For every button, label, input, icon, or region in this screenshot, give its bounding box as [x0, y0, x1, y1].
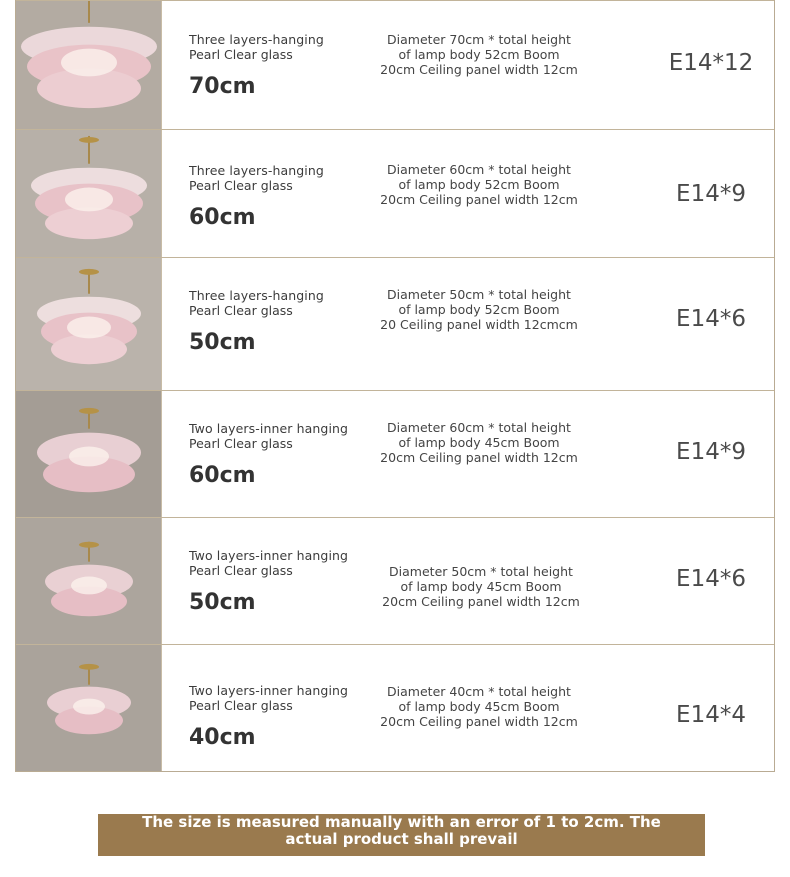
measurement-notice: [98, 814, 705, 856]
glass-type: Pearl Clear glass: [189, 178, 293, 193]
dims-line: Diameter 50cm * total height: [387, 287, 571, 302]
dims-line: Diameter 60cm * total height: [387, 420, 571, 435]
model-name: Three layers-hanging: [189, 288, 324, 303]
chandelier-photo: [16, 258, 162, 390]
chandelier-photo: [16, 130, 162, 257]
model-info: [189, 130, 369, 257]
model-name: Three layers-hanging: [189, 32, 324, 47]
chandelier-photo: [16, 645, 162, 771]
dimensions-text: [368, 32, 590, 77]
spec-row: [16, 129, 774, 257]
size-label: 60cm: [189, 205, 256, 230]
chandelier-photo: [16, 518, 162, 644]
bulb-spec: E14*9: [676, 181, 746, 207]
dims-line: of lamp body 52cm Boom: [398, 177, 560, 192]
dimensions-text: [368, 287, 590, 332]
glass-type: Pearl Clear glass: [189, 563, 293, 578]
dims-line: 20cm Ceiling panel width 12cm: [380, 714, 578, 729]
chandelier-2-layer-50-icon: [16, 518, 162, 644]
model-info: [189, 518, 369, 644]
dims-line: Diameter 70cm * total height: [387, 32, 571, 47]
model-info: [189, 645, 369, 771]
chandelier-2-layer-40-icon: [16, 645, 162, 771]
dims-line: 20cm Ceiling panel width 12cm: [382, 594, 580, 609]
model-info: [189, 258, 369, 390]
bulb-spec: E14*6: [676, 566, 746, 592]
spec-row: [16, 257, 774, 390]
glass-type: Pearl Clear glass: [189, 303, 293, 318]
dims-line: Diameter 40cm * total height: [387, 684, 571, 699]
dims-line: Diameter 60cm * total height: [387, 162, 571, 177]
dims-line: of lamp body 45cm Boom: [398, 435, 560, 450]
size-label: 40cm: [189, 725, 256, 750]
glass-type: Pearl Clear glass: [189, 698, 293, 713]
bulb-spec: E14*12: [668, 50, 754, 76]
chandelier-3-layer-70-icon: [16, 1, 162, 129]
spec-row: [16, 390, 774, 517]
dims-line: of lamp body 45cm Boom: [398, 699, 560, 714]
size-label: 70cm: [189, 74, 256, 99]
model-name: Two layers-inner hanging: [189, 548, 349, 563]
model-info: [189, 1, 369, 129]
chandelier-3-layer-50-icon: [16, 258, 162, 390]
dims-line: of lamp body 52cm Boom: [398, 302, 560, 317]
chandelier-photo: [16, 391, 162, 517]
dimensions-text: [368, 162, 590, 207]
spec-row: [16, 517, 774, 644]
chandelier-3-layer-60-icon: [16, 130, 162, 257]
bulb-spec: E14*4: [676, 702, 746, 728]
dims-line: 20cm Ceiling panel width 12cm: [380, 450, 578, 465]
spec-row: [16, 644, 774, 771]
notice-line-1: The size is measured manually with an error of 1 to 2cm. The: [142, 813, 661, 831]
model-name: Two layers-inner hanging: [189, 683, 349, 698]
glass-type: Pearl Clear glass: [189, 47, 293, 62]
chandelier-2-layer-60-icon: [16, 391, 162, 517]
dimensions-text: [368, 420, 590, 465]
size-label: 50cm: [189, 330, 256, 355]
spec-row: [16, 0, 774, 129]
dims-line: 20 Ceiling panel width 12cmcm: [380, 317, 578, 332]
bulb-spec: E14*6: [676, 306, 746, 332]
size-label: 60cm: [189, 463, 256, 488]
dims-line: 20cm Ceiling panel width 12cm: [380, 62, 578, 77]
dims-line: 20cm Ceiling panel width 12cm: [380, 192, 578, 207]
model-name: Three layers-hanging: [189, 163, 324, 178]
dimensions-text: [368, 684, 590, 729]
bulb-spec: E14*9: [676, 439, 746, 465]
model-name: Two layers-inner hanging: [189, 421, 349, 436]
chandelier-photo: [16, 1, 162, 129]
model-info: [189, 391, 369, 517]
dims-line: of lamp body 45cm Boom: [400, 579, 562, 594]
spec-table: [15, 0, 775, 772]
size-label: 50cm: [189, 590, 256, 615]
notice-line-2: actual product shall prevail: [285, 830, 518, 848]
dimensions-text: [370, 564, 592, 609]
dims-line: Diameter 50cm * total height: [389, 564, 573, 579]
glass-type: Pearl Clear glass: [189, 436, 293, 451]
dims-line: of lamp body 52cm Boom: [398, 47, 560, 62]
